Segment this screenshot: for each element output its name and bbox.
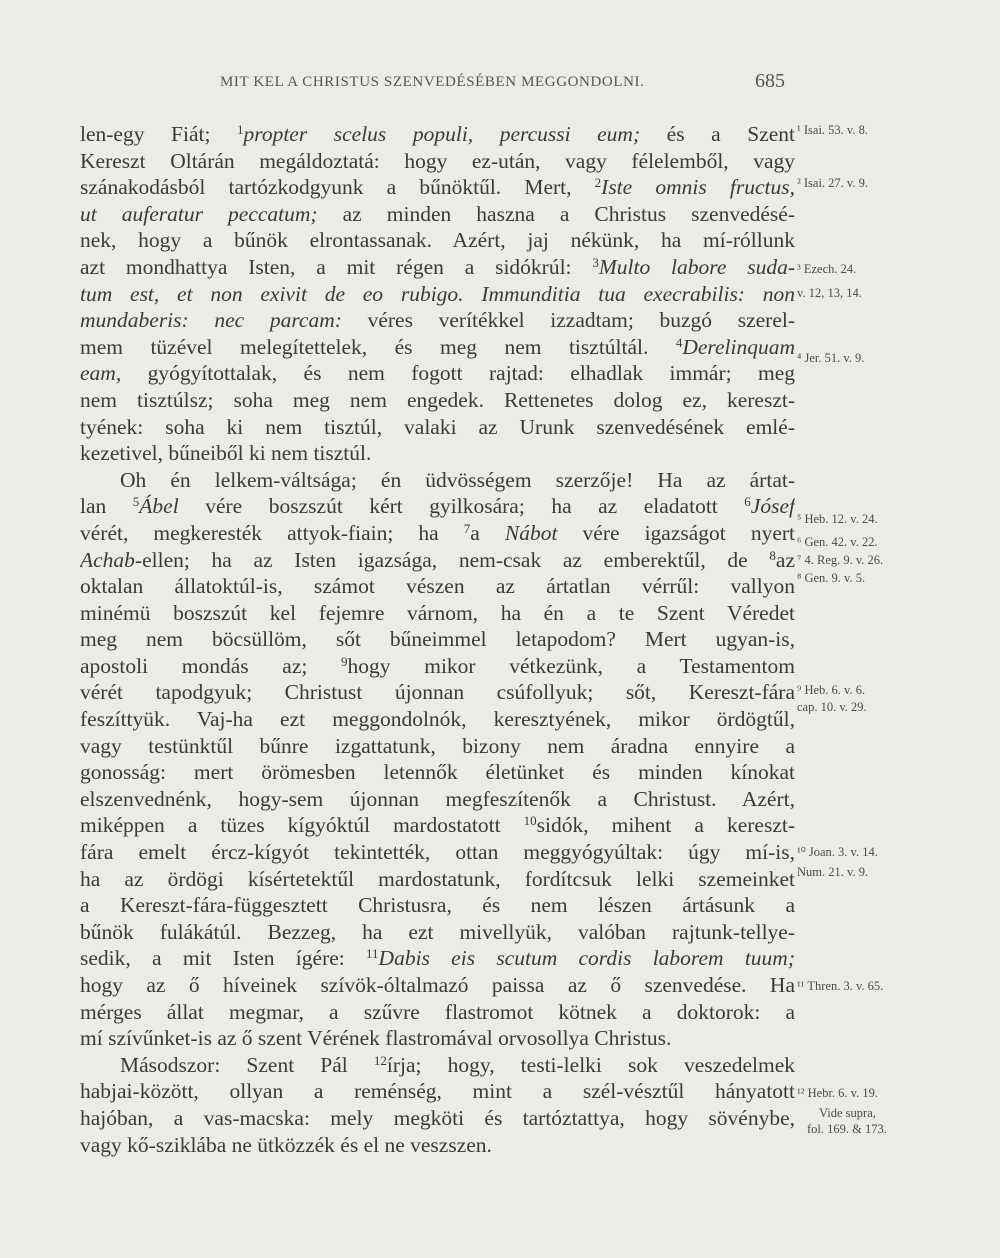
text-line [80, 201, 795, 228]
text-run: és a Szent [640, 122, 795, 146]
margin-note: ⁹ Heb. 6. v. 6. [797, 683, 866, 697]
text-line [80, 1025, 795, 1052]
text-line [80, 866, 795, 893]
text-run: sidók, mihent a kereszt- [536, 813, 795, 838]
italic-run: Ábel [139, 494, 179, 519]
text-run: az minden haszna a Christus szenvedésé- [317, 201, 795, 226]
text-line [80, 387, 795, 414]
text-run: apostoli mondás az; [80, 653, 342, 678]
text-run: írja; hogy, testi-lelki sok veszedelmek [386, 1052, 795, 1077]
footnote-marker: 10 [523, 813, 537, 829]
footnote-marker: 2 [594, 175, 602, 191]
text-run: nem tisztúlsz; soha meg nem engedek. Rettenetes dolog ez, kereszt- [80, 387, 795, 412]
text-line [80, 493, 795, 520]
margin-note: ⁶ Gen. 42. v. 22. [797, 535, 878, 549]
text-run: bűnök fulákátúl. Bezzeg, ha ezt mivellyük, valóban rajtunk-tellye- [80, 919, 795, 944]
text-run: hogy az ő híveinek szívök-óltalmazó paissa az ő szenvedése. Ha [80, 973, 795, 997]
text-line [80, 1105, 795, 1132]
text-run: vérét tapodgyuk; Christust újonnan csúfollyuk; sőt, Kereszt-fára [80, 680, 795, 705]
text-run: hogy mikor vétkezünk, a Testamentom [347, 653, 795, 678]
text-line [80, 254, 795, 281]
italic-run: Derelinquam [682, 334, 795, 359]
text-run: mí szívűnket-is az ő szent Vérének flastromával orvosollya Christus. [80, 1026, 672, 1051]
italic-run: Jósef [750, 494, 795, 519]
text-line [80, 600, 795, 627]
italic-run: tum est, et non exivit de eo rubigo. Immunditia tua execrabilis: non [80, 281, 795, 306]
text-run: meg nem böcsüllöm, sőt bűneimmel letapodom? Mert ugyan-is, [80, 627, 795, 652]
text-line [80, 121, 795, 148]
text-run: vagy kő-sziklába ne ütközzék és el ne veszszen. [80, 1132, 492, 1157]
text-line [80, 733, 795, 760]
text-line [80, 281, 795, 308]
margin-note: Num. 21. v. 9. [797, 865, 869, 879]
margin-note: Vide supra, [819, 1106, 876, 1120]
text-run: hajóban, a vas-macska: mely megköti és tartóztattya, hogy sövénybe, [80, 1105, 795, 1130]
italic-run: Multo labore suda- [598, 254, 795, 279]
text-line [80, 148, 795, 175]
text-line [80, 812, 795, 839]
text-run: kezetivel, bűneiből ki nem tisztúl. [80, 441, 372, 466]
text-run: fára emelt ércz-kígyót tekintették, ottan meggyógyúltak: úgy mí-is, [80, 840, 795, 865]
footnote-marker: 5 [132, 494, 140, 510]
margin-note: ¹ Isai. 53. v. 8. [797, 123, 868, 137]
margin-note: cap. 10. v. 29. [797, 700, 867, 714]
margin-note: ⁸ Gen. 9. v. 5. [797, 571, 866, 585]
text-line [80, 174, 795, 201]
margin-note: v. 12, 13, 14. [797, 286, 862, 300]
italic-run: Nábot [504, 520, 558, 545]
text-line [80, 839, 795, 866]
page-number: 685 [755, 70, 785, 92]
text-line [80, 360, 795, 387]
margin-note: ² Isai. 27. v. 9. [797, 176, 868, 190]
footnote-marker: 7 [463, 520, 471, 536]
margin-note: ⁷ 4. Reg. 9. v. 26. [797, 553, 884, 567]
text-line [80, 972, 795, 999]
text-line [80, 334, 795, 361]
text-run: sedik, a mit Isten ígére: [80, 946, 367, 971]
text-line [80, 786, 795, 813]
footnote-marker: 9 [341, 653, 348, 669]
text-run: a [470, 520, 505, 545]
text-line [80, 626, 795, 653]
margin-note: ¹¹ Thren. 3. v. 65. [797, 979, 884, 993]
text-line [80, 520, 795, 547]
running-head: MIT KEL A CHRISTUS SZENVEDÉSÉBEN MEGGONDOLNI. [220, 74, 645, 90]
text-run: véres verítékkel izzadtam; buzgó szerel- [341, 308, 795, 333]
text-run: tyének: soha ki nem tisztúl, valaki az Urunk szenvedésének emlé- [80, 414, 795, 439]
text-line [80, 467, 795, 494]
footnote-marker: 11 [366, 946, 379, 962]
text-run: Másodszor: Szent Pál [120, 1052, 374, 1077]
text-line [80, 679, 795, 706]
text-run: vagy testünktűl bűnre izgattatunk, bizony nem áradna ennyire a [80, 733, 795, 758]
footnote-marker: 1 [237, 122, 244, 137]
margin-note: ¹² Hebr. 6. v. 19. [797, 1086, 878, 1100]
text-run: len-egy Fiát; [80, 122, 237, 146]
text-run: vérét, megkeresték attyok-fiain; ha [80, 520, 464, 545]
text-run: feszíttyük. Vaj-ha ezt meggondolnók, keresztyének, mikor ördögtűl, [80, 707, 795, 732]
margin-note: ³ Ezech. 24. [797, 262, 857, 276]
text-line [80, 759, 795, 786]
italic-run: eam, [80, 361, 122, 386]
text-line [80, 307, 795, 334]
text-run: ha az ördögi kísértetektűl mardostatunk, fordítcsuk lelki szemeinket [80, 866, 795, 891]
text-run: azt mondhattya Isten, a mit régen a sidókrúl: [80, 254, 593, 279]
footnote-marker: 12 [373, 1052, 387, 1068]
margin-note: fol. 169. & 173. [807, 1122, 887, 1136]
text-run: szánakodásból tartózkodgyunk a bűnöktűl. Mert, [80, 175, 595, 200]
text-line [80, 547, 795, 574]
text-line [80, 706, 795, 733]
text-run: nek, hogy a bűnök elrontassanak. Azért, jaj nékünk, ha mí-róllunk [80, 228, 795, 253]
text-run: gyógyítottalak, és nem fogott rajtad: elhadlak immár; meg [121, 361, 795, 386]
text-line [80, 414, 795, 441]
text-run: mem tüzével melegítettelek, és meg nem tisztúltál. [80, 334, 676, 359]
text-run: vére boszszút kért gyilkosára; ha az eladatott [178, 494, 745, 519]
text-run: minémü boszszút kel fejemre várnom, ha én a te Szent Véredet [80, 600, 795, 625]
footnote-marker: 6 [744, 494, 751, 510]
italic-run: mundaberis: nec parcam: [80, 308, 342, 333]
text-run: Kereszt Oltárán megáldoztatá: hogy ez-után, vagy félelemből, vagy [80, 148, 795, 173]
text-run: habjai-között, ollyan a reménség, mint a szél-vésztűl hányatott [80, 1079, 795, 1104]
text-line [80, 999, 795, 1026]
body-text [80, 121, 795, 1158]
text-run: oktalan állatoktúl-is, számot vészen az ártatlan vérrűl: vallyon [80, 574, 795, 599]
text-run: Oh én lelkem-váltsága; én üdvösségem szerzője! Ha az ártat- [120, 467, 795, 492]
text-run: elszenvednénk, hogy-sem újonnan megfeszítenők a Christust. Azért, [80, 786, 795, 811]
text-run: mérges állat megmar, a szűvre flastromot kötnek a doktorok: a [80, 999, 795, 1024]
page-header [80, 70, 940, 102]
text-line [80, 573, 795, 600]
text-run: gonosság: mert örömesben letennők életünket és minden kínokat [80, 760, 795, 785]
text-line [80, 1078, 795, 1105]
italic-run: propter scelus populi, percussi eum; [243, 122, 641, 146]
text-line [80, 653, 795, 680]
italic-run: Achab [80, 547, 135, 572]
margin-note: ¹⁰ Joan. 3. v. 14. [797, 845, 878, 859]
margin-note: ⁵ Heb. 12. v. 24. [797, 512, 878, 526]
text-line [80, 945, 795, 972]
footnote-marker: 3 [592, 254, 599, 270]
margin-note: ⁴ Jer. 51. v. 9. [797, 351, 865, 365]
italic-run: ut auferatur peccatum; [80, 201, 318, 226]
text-line [80, 1052, 795, 1079]
text-run: vére igazságot nyert [557, 520, 795, 545]
italic-run: Dabis eis scutum cordis laborem tuum; [378, 946, 795, 971]
text-run: az [775, 547, 795, 572]
footnote-marker: 8 [769, 547, 776, 563]
text-line [80, 919, 795, 946]
text-run: miképpen a tüzes kígyóktúl mardostatott [80, 813, 524, 838]
text-run: -ellen; ha az Isten igazsága, nem-csak az emberektűl, de [134, 547, 770, 572]
text-line [80, 892, 795, 919]
text-line [80, 1132, 795, 1159]
text-line [80, 227, 795, 254]
text-run: lan [80, 494, 133, 519]
text-run: a Kereszt-fára-függesztett Christusra, és nem lészen ártásunk a [80, 893, 795, 918]
italic-run: Iste omnis fructus, [601, 175, 795, 200]
footnote-marker: 4 [675, 334, 683, 350]
text-line [80, 440, 795, 467]
